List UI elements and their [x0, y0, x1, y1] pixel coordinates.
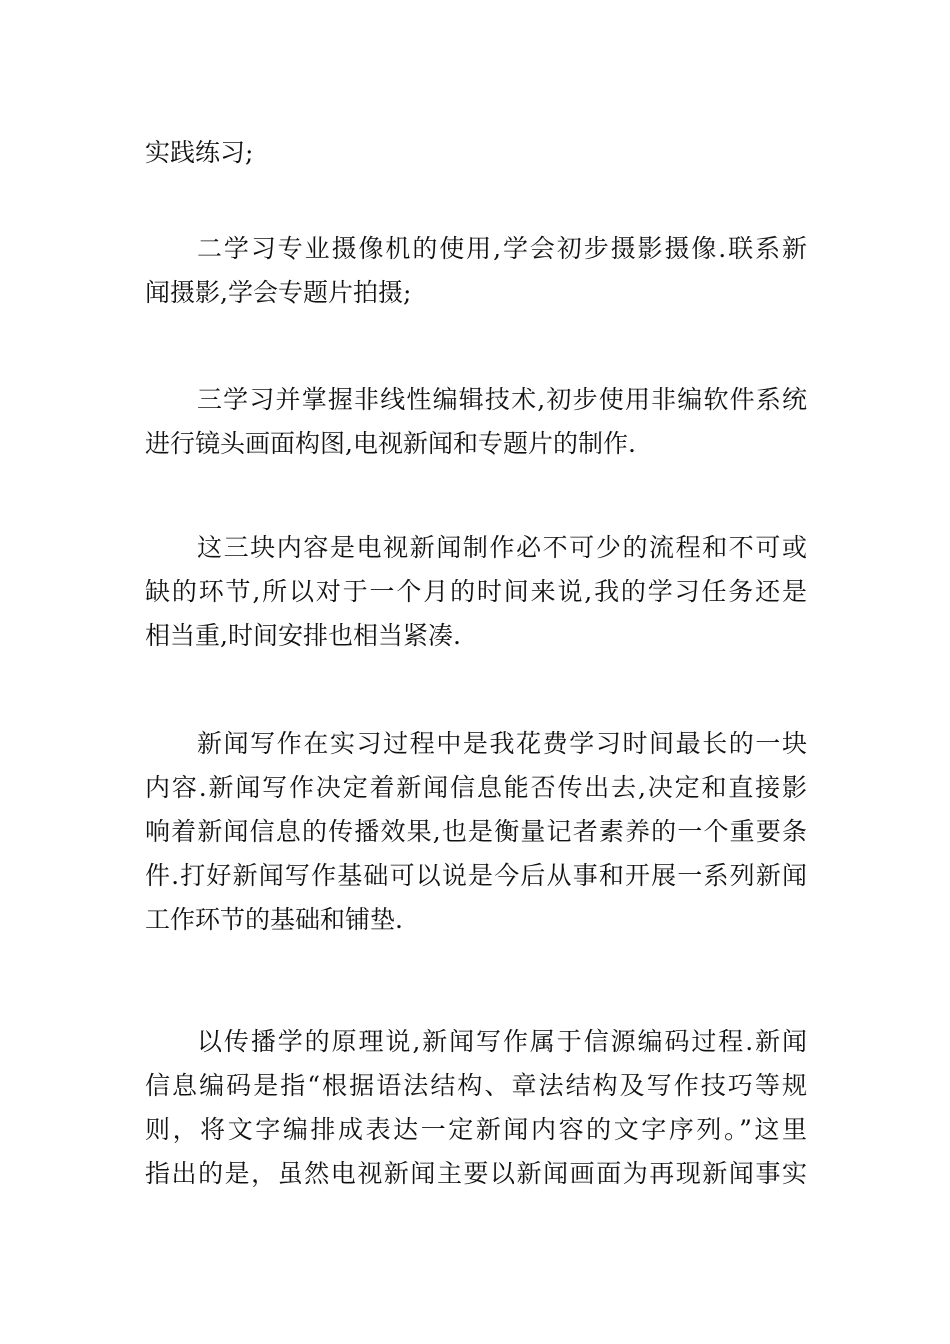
paragraph-line: 缺的环节,所以对于一个月的时间来说,我的学习任务还是 [145, 577, 807, 606]
paragraph-line: 响着新闻信息的传播效果,也是衡量记者素养的一个重要条 [145, 817, 807, 846]
paragraph-line: 进行镜头画面构图,电视新闻和专题片的制作. [145, 429, 636, 458]
paragraph-line: 闻摄影,学会专题片拍摄; [145, 278, 412, 307]
paragraph-line: 信息编码是指“根据语法结构、章法结构及写作技巧等规 [145, 1071, 807, 1100]
paragraph-6 [145, 1020, 807, 1196]
paragraph-line: 件.打好新闻写作基础可以说是今后从事和开展一系列新闻 [145, 861, 807, 890]
paragraph-line: 指出的是，虽然电视新闻主要以新闻画面为再现新闻事实 [145, 1159, 807, 1188]
paragraph-line: 新闻写作在实习过程中是我花费学习时间最长的一块 [197, 729, 807, 758]
paragraph-line: 内容.新闻写作决定着新闻信息能否传出去,决定和直接影 [145, 773, 807, 802]
paragraph-line: 这三块内容是电视新闻制作必不可少的流程和不可或 [197, 533, 807, 562]
paragraph-3 [145, 378, 807, 466]
paragraph-line: 工作环节的基础和铺垫. [145, 905, 403, 934]
paragraph-line: 相当重,时间安排也相当紧凑. [145, 621, 461, 650]
paragraph-4 [145, 526, 807, 658]
paragraph-line: 实践练习; [145, 138, 254, 167]
paragraph-1 [145, 131, 807, 175]
paragraph-line: 以传播学的原理说,新闻写作属于信源编码过程.新闻 [197, 1027, 807, 1056]
paragraph-5 [145, 722, 807, 942]
paragraph-2 [145, 227, 807, 315]
paragraph-line: 则，将文字编排成表达一定新闻内容的文字序列。”这里 [145, 1115, 807, 1144]
paragraph-line: 三学习并掌握非线性编辑技术,初步使用非编软件系统 [197, 385, 807, 414]
paragraph-line: 二学习专业摄像机的使用,学会初步摄影摄像.联系新 [197, 234, 807, 263]
